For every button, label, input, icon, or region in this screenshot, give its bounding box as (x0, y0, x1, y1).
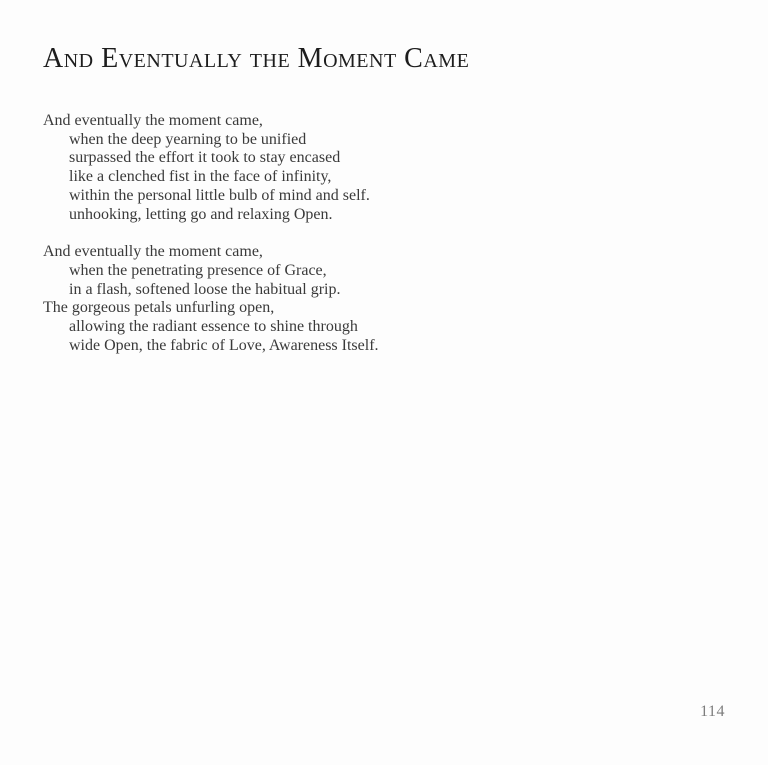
page-title: And Eventually the Moment Came (43, 43, 470, 74)
poem-line: The gorgeous petals unfurling open, (43, 299, 275, 317)
stanza-2 (43, 243, 725, 356)
poem-line: within the personal little bulb of mind and self. (69, 186, 370, 204)
poem-line: And eventually the moment came, (43, 111, 263, 129)
poem-line: wide Open, the fabric of Love, Awareness Itself. (69, 337, 379, 355)
poem-line: allowing the radiant essence to shine through (69, 318, 358, 336)
poem-line: And eventually the moment came, (43, 243, 263, 261)
poem-body (43, 112, 725, 356)
stanza-1 (43, 112, 725, 225)
poem-line: when the penetrating presence of Grace, (69, 261, 327, 279)
poem-line: in a flash, softened loose the habitual grip. (69, 280, 341, 298)
poem-line: surpassed the effort it took to stay encased (69, 149, 341, 167)
poem-line: unhooking, letting go and relaxing Open. (69, 205, 333, 223)
poem-line: when the deep yearning to be unified (69, 130, 307, 148)
page-number: 114 (700, 703, 725, 720)
poem-line: like a clenched fist in the face of infinity, (69, 168, 332, 186)
